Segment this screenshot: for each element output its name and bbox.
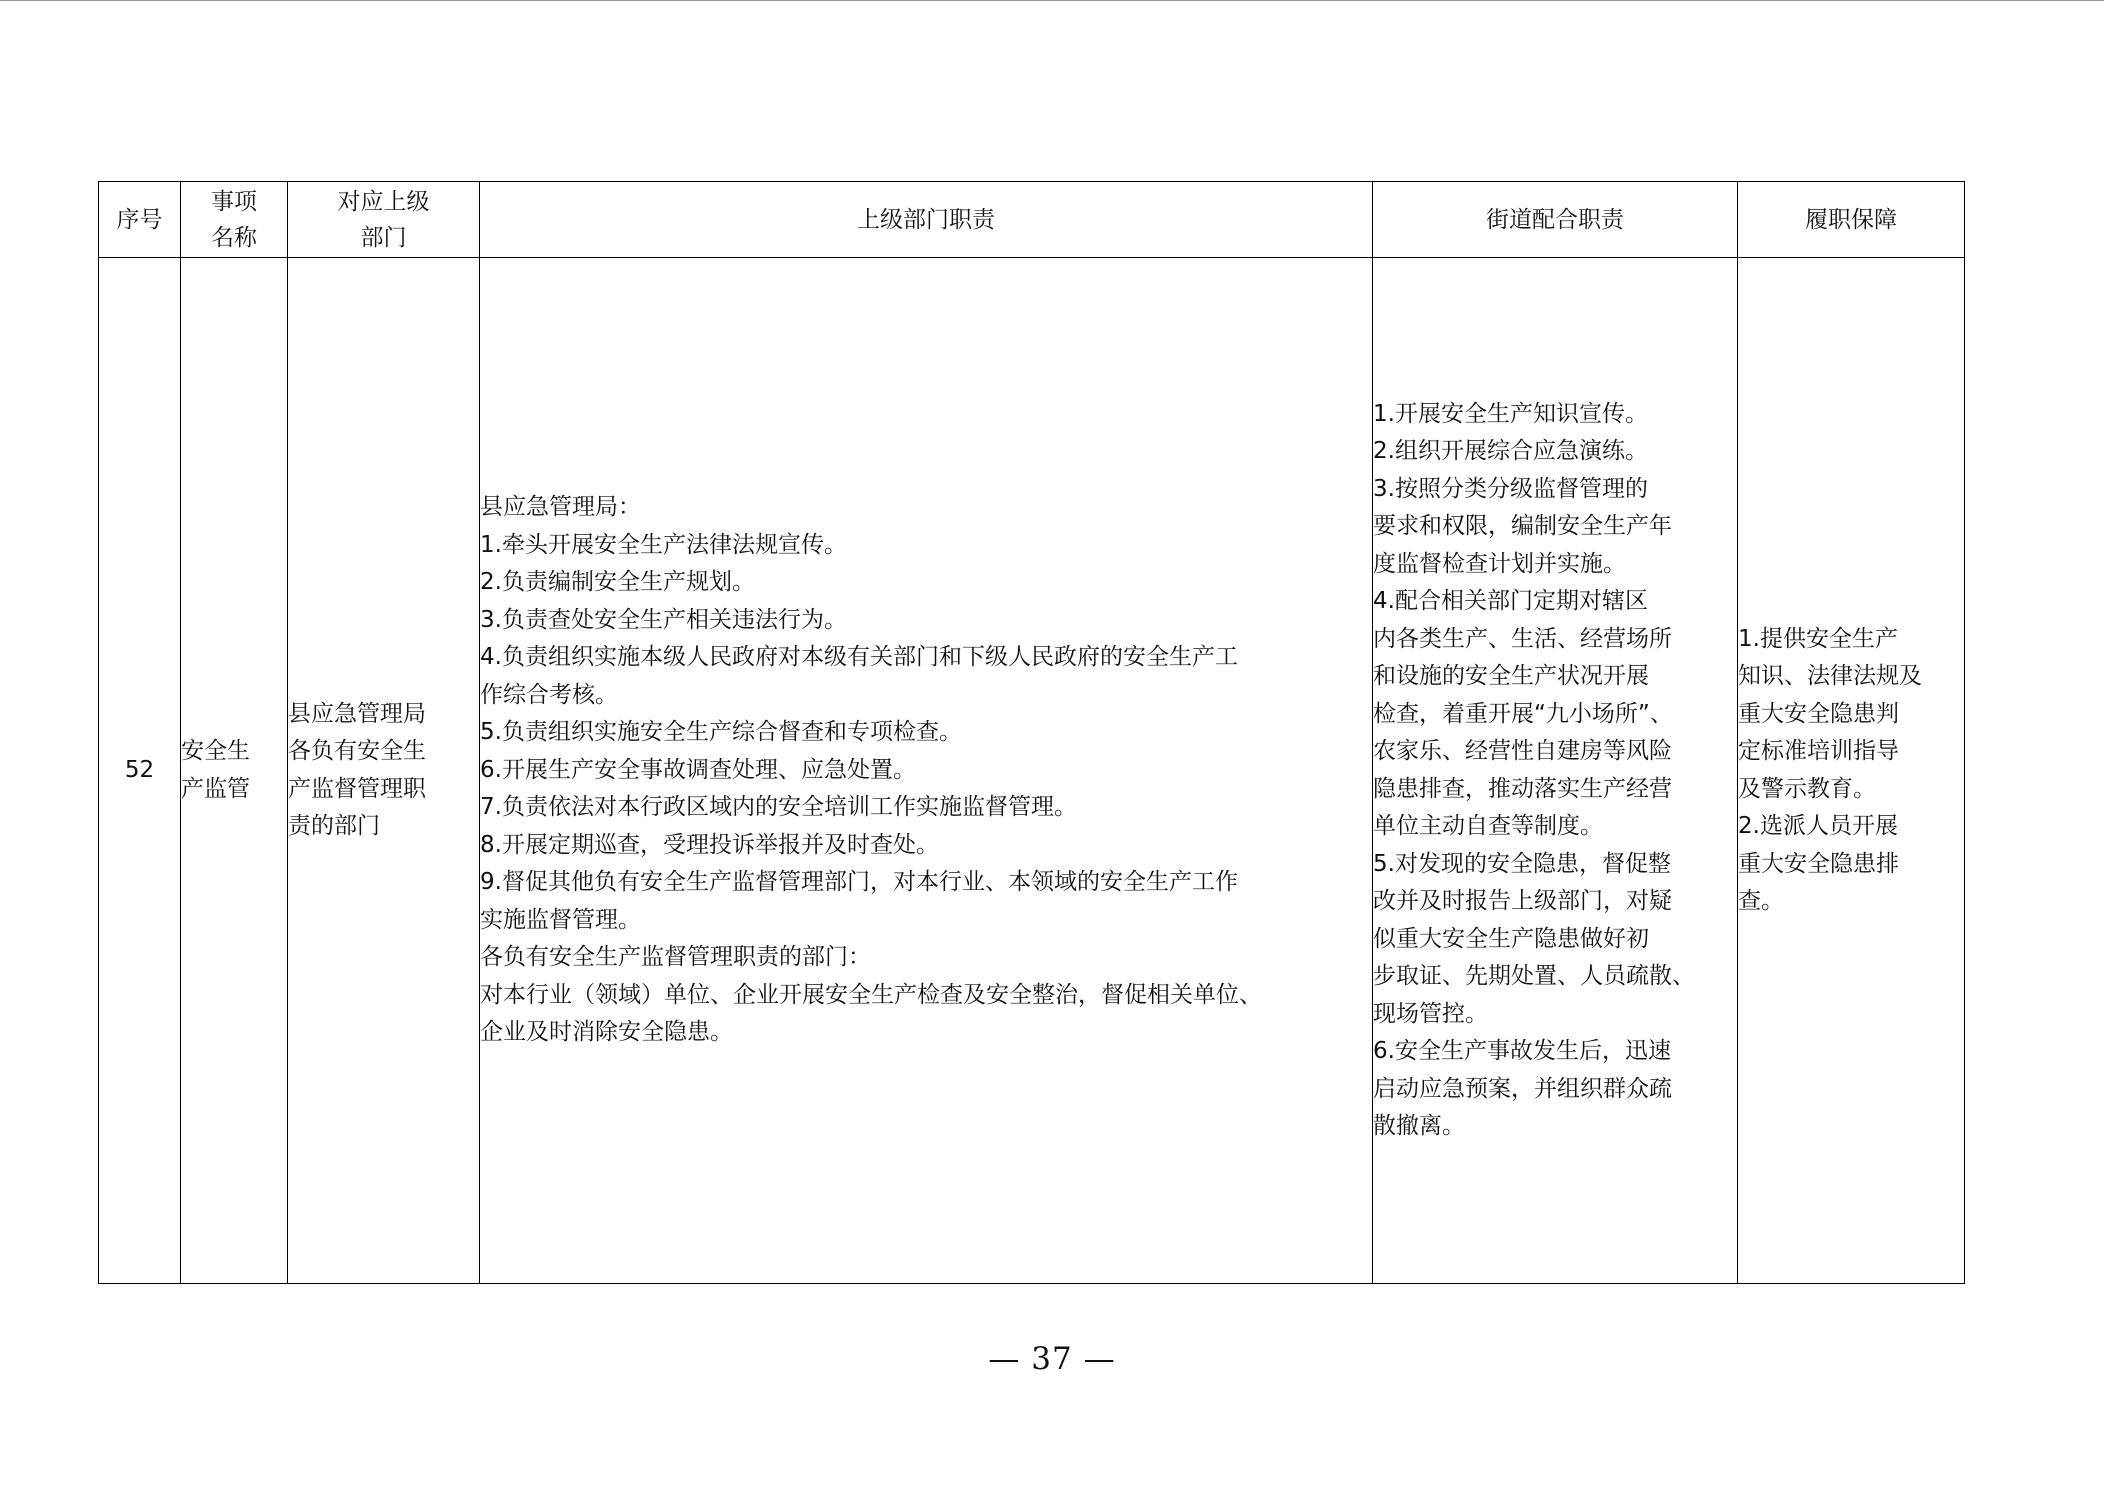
- cell-line: 散撤离。: [1373, 1113, 1465, 1139]
- cell-line: 1.提供安全生产: [1738, 625, 1898, 652]
- page-number: — 37 —: [988, 1341, 1116, 1377]
- cell-line: 作综合考核。: [480, 681, 618, 708]
- cell-line: 9.督促其他负有安全生产监督管理部门，对本行业、本领域的安全生产工作: [480, 869, 1238, 896]
- cell-line: 各负有安全生: [288, 738, 426, 764]
- cell-line: 安全生: [181, 738, 250, 764]
- cell-line: 4.负责组织实施本级人民政府对本级有关部门和下级人民政府的安全生产工: [480, 644, 1238, 671]
- cell-line: 8.开展定期巡查，受理投诉举报并及时查处。: [480, 831, 939, 858]
- cell-line: 单位主动自查等制度。: [1373, 813, 1603, 839]
- cell-street-duties: [1373, 258, 1738, 1284]
- cell-upper-duties: [480, 258, 1373, 1284]
- cell-line: 检查，着重开展“九小场所”、: [1373, 700, 1673, 727]
- cell-line: 2.选派人员开展: [1738, 813, 1898, 839]
- cell-item-name: [181, 258, 288, 1284]
- header-dept-line1: 对应上级: [337, 188, 430, 215]
- table-header-row: [99, 182, 1965, 258]
- header-item-name: [181, 182, 288, 258]
- cell-guarantee: [1738, 258, 1965, 1284]
- cell-dept: [288, 258, 480, 1284]
- cell-line: 县应急管理局: [288, 700, 426, 727]
- cell-line: 企业及时消除安全隐患。: [480, 1019, 733, 1046]
- cell-line: 3.按照分类分级监督管理的: [1373, 475, 1648, 502]
- cell-line: 6.安全生产事故发生后，迅速: [1373, 1038, 1671, 1064]
- cell-line: 和设施的安全生产状况开展: [1373, 663, 1649, 689]
- cell-line: 重大安全隐患排: [1738, 850, 1899, 877]
- cell-line: 对本行业（领域）单位、企业开展安全生产检查及安全整治，督促相关单位、: [480, 981, 1262, 1008]
- cell-line: 知识、法律法规及: [1738, 663, 1922, 689]
- cell-line: 度监督检查计划并实施。: [1373, 550, 1626, 577]
- cell-line: 启动应急预案，并组织群众疏: [1373, 1075, 1672, 1102]
- cell-line: 重大安全隐患判: [1738, 700, 1899, 727]
- cell-line: 步取证、先期处置、人员疏散、: [1373, 963, 1695, 989]
- page-top-border: [0, 0, 2104, 1]
- cell-seq: 52: [99, 258, 181, 1284]
- header-item-name-line1: 事项: [211, 188, 257, 215]
- cell-line: 要求和权限，编制安全生产年: [1373, 513, 1672, 539]
- cell-line: 产监督管理职: [288, 775, 426, 802]
- cell-line: 3.负责查处安全生产相关违法行为。: [480, 606, 847, 633]
- header-street-duties: 街道配合职责: [1373, 182, 1738, 258]
- table-row: [99, 258, 1965, 1284]
- cell-line: 2.负责编制安全生产规划。: [480, 569, 755, 596]
- cell-line: 各负有安全生产监督管理职责的部门：: [480, 944, 871, 971]
- cell-line: 现场管控。: [1373, 1000, 1488, 1027]
- cell-line: 似重大安全生产隐患做好初: [1373, 925, 1649, 952]
- header-item-name-line2: 名称: [211, 224, 257, 251]
- cell-line: 7.负责依法对本行政区域内的安全培训工作实施监督管理。: [480, 794, 1077, 821]
- cell-line: 农家乐、经营性自建房等风险: [1373, 738, 1672, 764]
- duty-table: [98, 181, 1965, 1284]
- cell-line: 实施监督管理。: [480, 906, 641, 933]
- cell-line: 隐患排查，推动落实生产经营: [1373, 775, 1672, 802]
- cell-line: 内各类生产、生活、经营场所: [1373, 625, 1672, 652]
- cell-line: 责的部门: [288, 813, 380, 839]
- cell-line: 改并及时报告上级部门，对疑: [1373, 888, 1672, 914]
- header-dept-line2: 部门: [360, 224, 407, 251]
- header-guarantee: 履职保障: [1738, 182, 1965, 258]
- header-upper-duties: 上级部门职责: [480, 182, 1373, 258]
- cell-line: 1.开展安全生产知识宣传。: [1373, 400, 1648, 427]
- cell-line: 6.开展生产安全事故调查处理、应急处置。: [480, 756, 916, 783]
- cell-line: 产监管: [181, 775, 250, 802]
- header-dept: [288, 182, 480, 258]
- header-seq: 序号: [99, 182, 181, 258]
- cell-line: 4.配合相关部门定期对辖区: [1373, 588, 1648, 614]
- cell-line: 1.牵头开展安全生产法律法规宣传。: [480, 531, 847, 558]
- cell-line: 2.组织开展综合应急演练。: [1373, 438, 1648, 464]
- cell-line: 5.负责组织实施安全生产综合督查和专项检查。: [480, 719, 962, 746]
- cell-line: 及警示教育。: [1738, 775, 1876, 802]
- cell-line: 查。: [1738, 888, 1784, 914]
- cell-line: 定标准培训指导: [1738, 738, 1899, 764]
- cell-line: 5.对发现的安全隐患，督促整: [1373, 850, 1671, 877]
- cell-line: 县应急管理局：: [480, 494, 641, 521]
